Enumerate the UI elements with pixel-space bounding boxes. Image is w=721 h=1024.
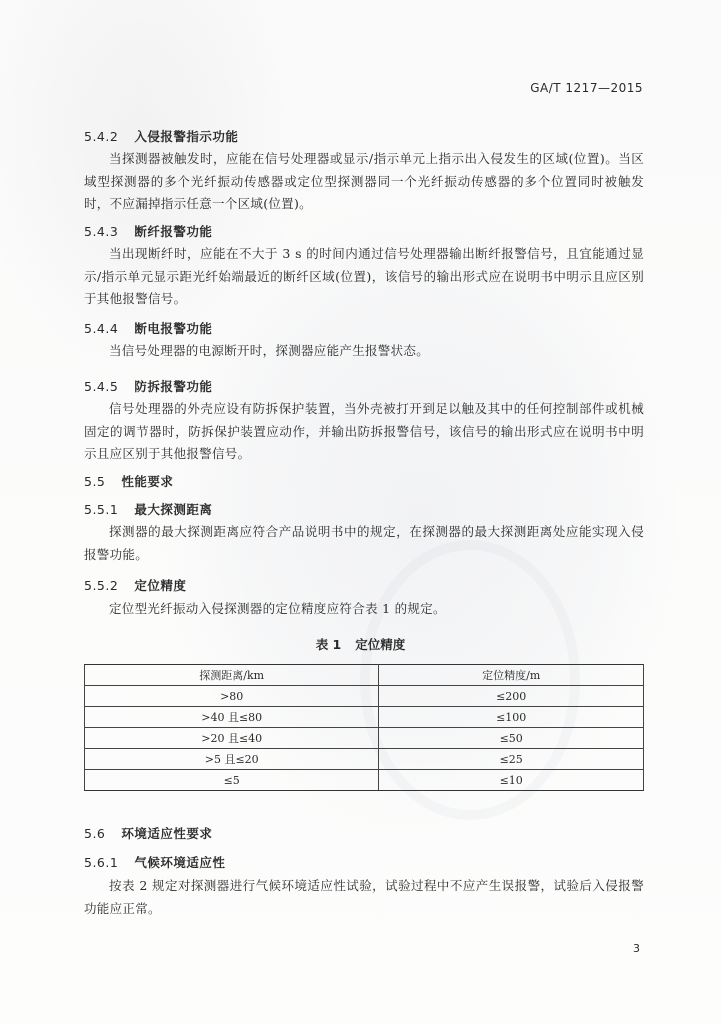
table-cell: >40 且≤80 bbox=[85, 707, 379, 728]
table-cell: >80 bbox=[85, 686, 379, 707]
page-number: 3 bbox=[633, 942, 640, 955]
table-header-row bbox=[85, 665, 644, 686]
paragraph-max-distance: 探测器的最大探测距离应符合产品说明书中的规定，在探测器的最大探测距离处应能实现入侵报警功能。 bbox=[84, 524, 644, 562]
section-5-4-4-heading bbox=[84, 319, 212, 337]
section-title: 性能要求 bbox=[121, 474, 174, 489]
section-number: 5.6 bbox=[84, 826, 106, 841]
section-title: 入侵报警指示功能 bbox=[134, 129, 239, 144]
table-cell: >20 且≤40 bbox=[85, 728, 379, 749]
table-title: 定位精度 bbox=[355, 637, 406, 652]
table-row bbox=[85, 707, 644, 728]
table-cell: >5 且≤20 bbox=[85, 749, 379, 770]
column-header: 探测距离/km bbox=[85, 665, 379, 686]
section-number: 5.4.2 bbox=[84, 129, 119, 144]
table-row bbox=[85, 728, 644, 749]
section-5-6-1-heading bbox=[84, 853, 225, 871]
section-5-4-3-heading bbox=[84, 222, 212, 240]
standard-code: GA/T 1217—2015 bbox=[530, 81, 643, 95]
table-cell: ≤50 bbox=[379, 728, 644, 749]
table-number: 表 1 bbox=[315, 637, 342, 652]
table-row bbox=[85, 686, 644, 707]
section-5-5-heading bbox=[84, 472, 173, 490]
section-5-6-heading bbox=[84, 824, 212, 842]
section-title: 定位精度 bbox=[134, 578, 187, 593]
paragraph-intrusion-indication: 当探测器被触发时，应能在信号处理器或显示/指示单元上指示出入侵发生的区域(位置)。当区域型探测器的多个光纤振动传感器或定位型探测器同一个光纤振动传感器的多个位置同时被触发时，不应漏掉指示任意一个区域(位置)。 bbox=[84, 151, 644, 211]
paragraph-tamper: 信号处理器的外壳应设有防拆保护装置，当外壳被打开到足以触及其中的任何控制部件或机械固定的调节器时，防拆保护装置应动作，并输出防拆报警信号，该信号的输出形式应在说明书中明示且应区别于其他报警信号。 bbox=[84, 401, 644, 461]
column-header: 定位精度/m bbox=[379, 665, 644, 686]
section-number: 5.4.5 bbox=[84, 379, 119, 394]
section-number: 5.5.1 bbox=[84, 502, 119, 517]
section-number: 5.4.3 bbox=[84, 224, 119, 239]
paragraph-fiber-break: 当出现断纤时，应能在不大于 3 s 的时间内通过信号处理器输出断纤报警信号，且宜能通过显示/指示单元显示距光纤始端最近的断纤区域(位置)，该信号的输出形式应在说明书中明示且应区别于其他报警信号。 bbox=[84, 246, 644, 306]
section-number: 5.5.2 bbox=[84, 578, 119, 593]
paragraph-power-off: 当信号处理器的电源断开时，探测器应能产生报警状态。 bbox=[109, 343, 430, 358]
section-number: 5.6.1 bbox=[84, 855, 119, 870]
section-title: 环境适应性要求 bbox=[121, 826, 213, 841]
table-row bbox=[85, 749, 644, 770]
section-title: 防拆报警功能 bbox=[134, 379, 213, 394]
positioning-accuracy-table bbox=[84, 664, 644, 791]
section-title: 最大探测距离 bbox=[134, 502, 213, 517]
section-title: 气候环境适应性 bbox=[134, 855, 226, 870]
paragraph-climate-adaptability: 按表 2 规定对探测器进行气候环境适应性试验，试验过程中不应产生误报警，试验后入侵报警功能应正常。 bbox=[84, 878, 644, 916]
section-5-5-1-heading bbox=[84, 500, 212, 518]
table-1-caption bbox=[0, 635, 721, 653]
section-title: 断电报警功能 bbox=[134, 321, 213, 336]
section-5-4-5-heading bbox=[84, 377, 212, 395]
table-cell: ≤25 bbox=[379, 749, 644, 770]
section-number: 5.5 bbox=[84, 474, 106, 489]
table-cell: ≤5 bbox=[85, 770, 379, 791]
table-cell: ≤10 bbox=[379, 770, 644, 791]
table-cell: ≤100 bbox=[379, 707, 644, 728]
section-number: 5.4.4 bbox=[84, 321, 119, 336]
paragraph-positioning-accuracy: 定位型光纤振动入侵探测器的定位精度应符合表 1 的规定。 bbox=[109, 601, 446, 616]
table-row bbox=[85, 770, 644, 791]
section-5-5-2-heading bbox=[84, 576, 186, 594]
section-title: 断纤报警功能 bbox=[134, 224, 213, 239]
section-5-4-2-heading bbox=[84, 127, 238, 145]
table-cell: ≤200 bbox=[379, 686, 644, 707]
